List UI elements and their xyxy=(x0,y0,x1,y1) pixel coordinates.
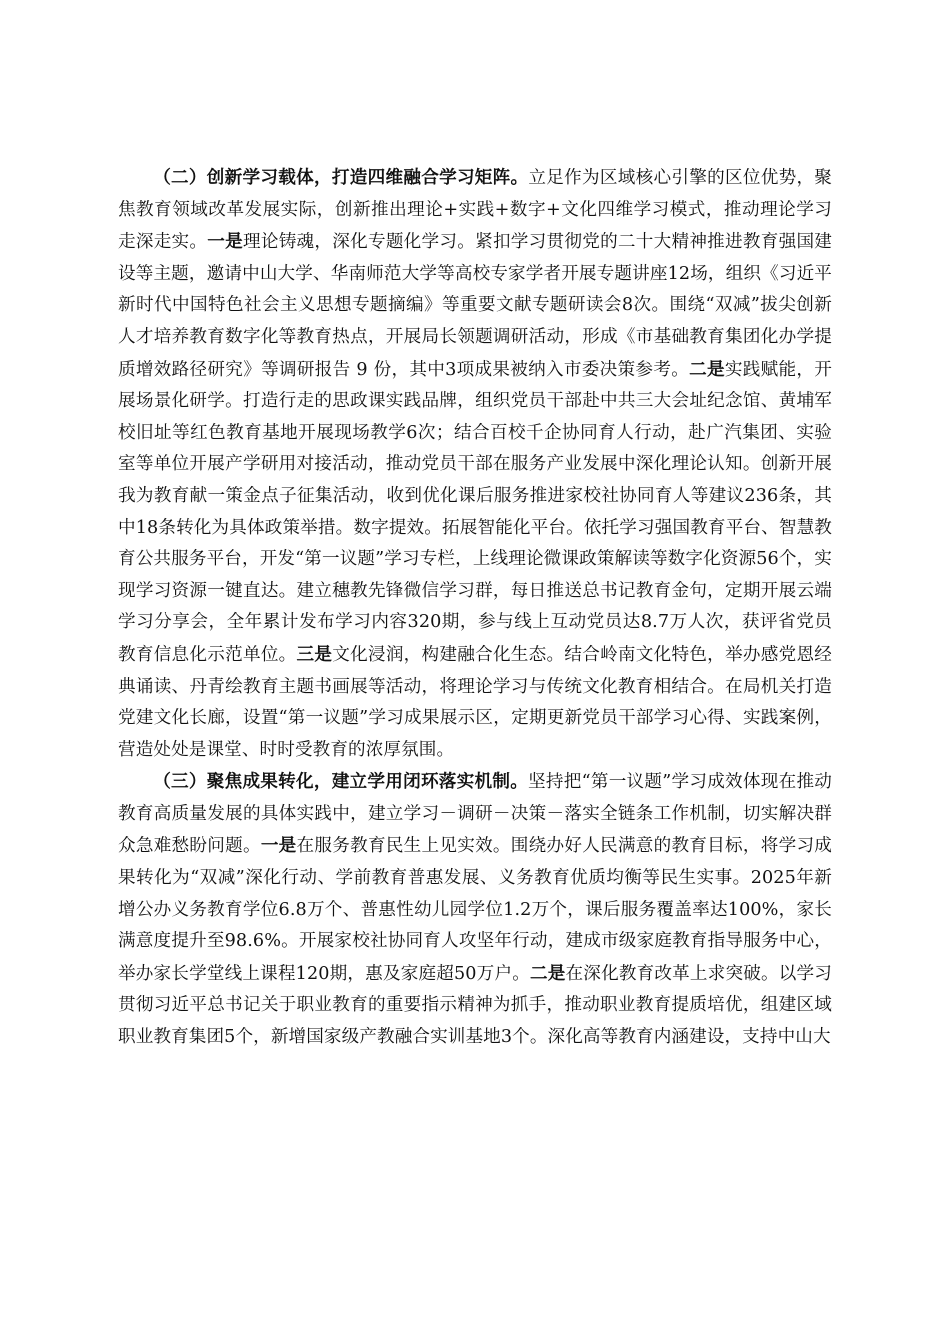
paragraph-text: 理论铸魂，深化专题化学习。紧扣学习贯彻党的二十大精神推进教育强国建设等主题，邀请中山大学、华南师范大学等高校专家学者开展专题讲座12场，组织《习近平新时代中国特色社会主义思想专题摘编》等重要文献专题研读会8次。围绕“双减”拔尖创新人才培养教育数字化等教育热点，开展局长领题调研活动，形成《市基础教育集团化办学提质增效路径研究》等调研报告 9 份，其中3项成果被纳入市委决策参考。 xyxy=(118,232,832,380)
document-page xyxy=(118,162,832,1054)
paragraph-2 xyxy=(118,162,832,766)
paragraph-text: 坚持把“第一议题”学习成效体现在推动教育高质量发展的具体实践中，建立学习－调研－决策－落实全链条工作机制，切实解决群众急难愁盼问题。 xyxy=(118,772,832,857)
item-marker-1: 一是 xyxy=(207,231,243,253)
paragraph-text: 文化浸润，构建融合化生态。结合岭南文化特色，举办感党恩经典诵读、丹青绘教育主题书画展等活动，将理论学习与传统文化教育相结合。在局机关打造党建文化长廊，设置“第一议题”学习成果展示区，定期更新党员干部学习心得、实践案例，营造处处是课堂、时时受教育的浓厚氛围。 xyxy=(118,644,832,760)
section-heading-2: （二）创新学习载体，打造四维融合学习矩阵。 xyxy=(153,167,529,188)
paragraph-text: 立足作为区域核心引擎的区位优势，聚焦教育领域改革发展实际，创新推出理论+实践+数字+文化四维学习模式，推动理论学习走深走实。 xyxy=(118,168,833,253)
item-marker-3: 三是 xyxy=(296,643,333,665)
section-heading-3: （三）聚焦成果转化，建立学用闭环落实机制。 xyxy=(153,771,529,793)
paragraph-text: 在深化教育改革上求突破。以学习贯彻习近平总书记关于职业教育的重要指示精神为抓手，推动职业教育提质培优，组建区域职业教育集团5个，新增国家级产教融合实训基地3个。深化高等教育内涵建设，支持中山大 xyxy=(118,963,832,1048)
paragraph-text: 在服务教育民生上见实效。围绕办好人民满意的教育目标，将学习成果转化为“双减”深化行动、学前教育普惠发展、义务教育优质均衡等民生实事。2025年新增公办义务教育学位6.8万个、普惠性幼儿园学位1.2万个，课后服务覆盖率达100%，家长满意度提升至98.6%。开展家校社协同育人攻坚年行动，建成市级家庭教育指导服务中心，举办家长学堂线上课程120期，惠及家庭超50万户。 xyxy=(118,836,832,984)
item-marker-2: 二是 xyxy=(529,962,566,984)
item-marker-2: 二是 xyxy=(689,358,725,380)
paragraph-3 xyxy=(118,766,832,1053)
paragraph-text: 实践赋能，开展场景化研学。打造行走的思政课实践品牌，组织党员干部赴中共三大会址纪念馆、黄埔军校旧址等红色教育基地开展现场教学6次；结合百校千企协同育人行动，赴广汽集团、实验室等单位开展产学研用对接活动，推动党员干部在服务产业发展中深化理论认知。创新开展我为教育献一策金点子征集活动，收到优化课后服务推进家校社协同育人等建议236条，其中18条转化为具体政策举措。数字提效。拓展智能化平台。依托学习强国教育平台、智慧教育公共服务平台，开发“第一议题”学习专栏，上线理论微课政策解读等数字化资源56个，实现学习资源一键直达。建立穗教先锋微信学习群，每日推送总书记教育金句，定期开展云端学习分享会，全年累计发布学习内容320期，参与线上互动党员达8.7万人次，获评省党员教育信息化示范单位。 xyxy=(118,359,832,665)
item-marker-1: 一是 xyxy=(260,835,297,857)
